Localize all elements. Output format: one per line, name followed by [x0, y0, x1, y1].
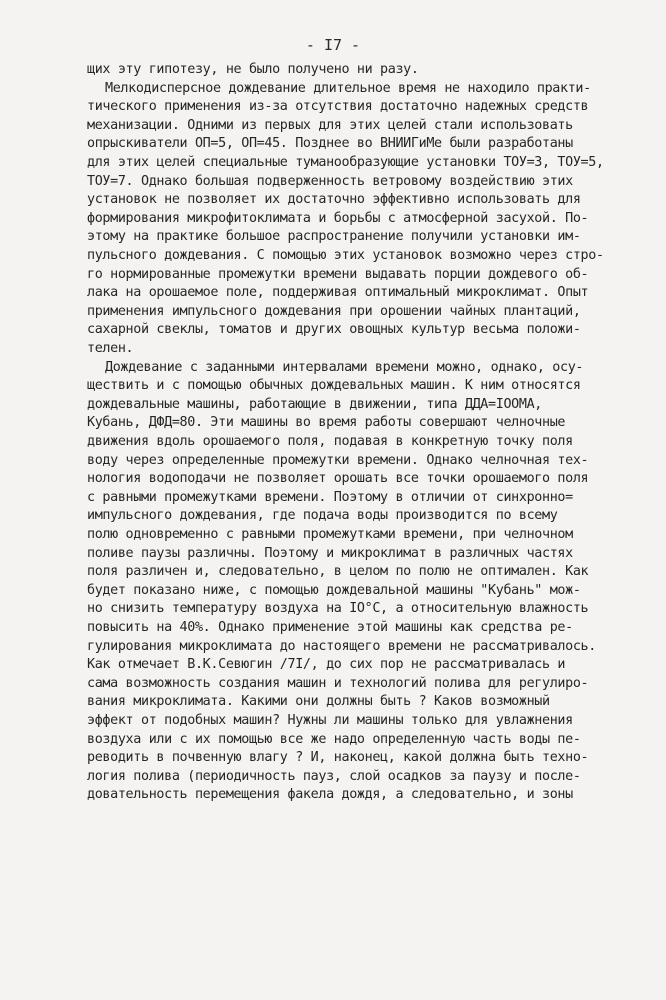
text-line: лака на орошаемое поле, поддерживая оптимальный микроклимат. Опыт — [87, 285, 589, 301]
text-line: Дождевание с заданными интервалами времени можно, однако, осу- — [105, 359, 584, 375]
text-line: повысить на 40%. Однако применение этой машины как средства ре- — [87, 620, 573, 635]
text-line: Мелкодисперсное дождевание длительное время не находило практи- — [105, 80, 591, 96]
text-line: реводить в почвенную влагу ? И, наконец, какой должна быть техно- — [87, 750, 589, 766]
text-line: ществить и с помощью обычных дождевальных машин. К ним относятся — [87, 378, 581, 394]
text-line: щих эту гипотезу, не было получено ни разу. — [87, 62, 419, 77]
text-line: этому на практике большое распространение получили установки им- — [87, 229, 581, 245]
text-line: но снизить температуру воздуха на IО°С, а относительную влажность — [87, 601, 589, 617]
text-line: применения импульсного дождевания при орошении чайных плантаций, — [87, 303, 581, 319]
text-line: воздуха или с их помощью все же надо определенную часть воды пе- — [87, 731, 581, 747]
text-line: с равными промежутками времени. Поэтому в отличии от синхронно= — [87, 489, 573, 505]
text-line: Кубань, ДФД=80. Эти машины во время работы совершают челночные — [87, 415, 566, 431]
text-line: вания микроклимата. Какими они должны быть ? Каков возможный — [87, 694, 550, 710]
text-line: ТОУ=7. Однако большая подверженность ветровому воздействию этих — [87, 173, 573, 189]
text-line: сама возможность создания машин и технологий полива для регулиро- — [87, 675, 589, 691]
text-line: поливе паузы различны. Поэтому и микроклимат в различных частях — [87, 545, 573, 561]
text-line: Как отмечает В.К.Севюгин /7I/, до сих пор не рассматривалась и — [87, 657, 566, 673]
text-line: гулирования микроклимата до настоящего времени не рассматривалось. — [87, 638, 596, 654]
text-line: довательность перемещения факела дождя, а следовательно, и зоны — [87, 787, 573, 803]
text-line: телен. — [87, 341, 134, 356]
text-line: нология водоподачи не позволяет орошать все точки орошаемого поля — [87, 471, 589, 487]
text-line: опрыскиватели ОП=5, ОП=45. Позднее во ВНИИГиМе были разработаны — [87, 136, 573, 152]
text-line: полю одновременно с равными промежутками времени, при челночном — [87, 527, 573, 542]
text-line: пульсного дождевания. С помощью этих установок возможно через стро- — [87, 248, 604, 263]
text-line: эффект от подобных машин? Нужны ли машины только для увлажнения — [87, 713, 573, 728]
text-line: го нормированные промежутки времени выдавать порции дождевого об- — [87, 266, 589, 282]
text-line: формирования микрофитоклимата и борьбы с атмосферной засухой. По- — [87, 210, 589, 226]
text-line: движения вдоль орошаемого поля, подавая в конкретную точку поля — [87, 434, 573, 449]
text-line: воду через определенные промежутки времени. Однако челночная тех- — [87, 452, 589, 468]
text-line: будет показано ниже, с помощью дождевальной машины "Кубань" мож- — [87, 582, 581, 598]
page-number: - I7 - — [305, 36, 361, 54]
text-line: для этих целей специальные туманообразующие установки ТОУ=3, ТОУ=5, — [87, 155, 604, 170]
text-line: тического применения из-за отсутствия достаточно надежных средств — [87, 99, 589, 115]
text-line: механизации. Одними из первых для этих целей стали использовать — [87, 117, 573, 133]
text-line: поля различен и, следовательно, в целом по полю не оптимален. Как — [87, 564, 589, 580]
text-line: импульсного дождевания, где подача воды производится по всему — [87, 508, 558, 524]
text-line: дождевальные машины, работающие в движении, типа ДДА=IООМА, — [87, 396, 542, 412]
text-line: сахарной свеклы, томатов и других овощных культур весьма положи- — [87, 322, 581, 338]
text-line: логия полива (периодичность пауз, слой осадков за паузу и после- — [87, 768, 581, 784]
text-line: установок не позволяет их достаточно эффективно использовать для — [87, 192, 581, 208]
